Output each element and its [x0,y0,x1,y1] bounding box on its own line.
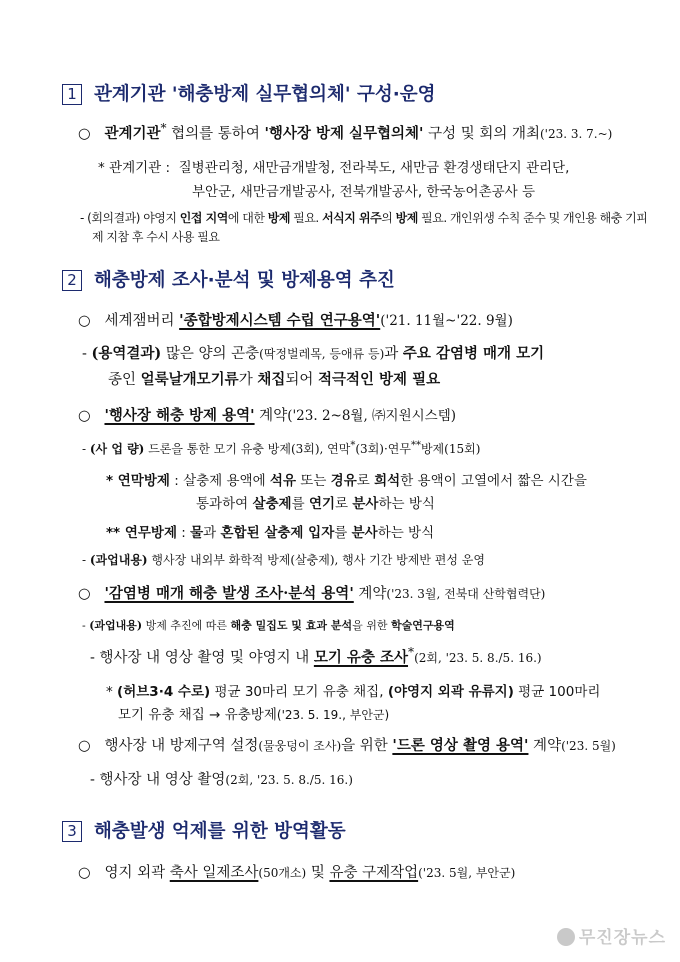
text: 관계기관 [104,124,161,142]
text: 해충 밀집도 및 효과 분석 [230,619,353,632]
text: 통과하여 [196,496,253,512]
text: 분사 [351,525,378,541]
text: - [82,442,90,456]
text: '행사장 방제 실무협의체' [264,124,424,142]
text: 채집 [257,371,286,388]
date: ('23. 5월) [561,739,616,753]
text: 및 [306,865,330,881]
text: - 행사장 내 영상 촬영 및 야영지 내 [90,649,314,666]
text: 경유 [330,473,357,489]
text: 영지 외곽 [104,865,170,881]
date: ('23. 3월, 전북대 산학협력단) [386,587,546,601]
text: 연기 [308,496,336,512]
section-2-title [62,266,395,292]
footnote-mark: * [160,121,167,135]
text: 하는 방식 [377,525,435,541]
text: 을 위한 [341,738,393,754]
text: - [82,619,90,632]
note-label: * [106,684,118,700]
text: (과업내용) [89,619,143,632]
text: 방제 [267,211,290,225]
text: (50개소) [258,866,307,880]
s2-result-6 [90,768,353,789]
note-label: * 연막방제 [106,473,170,489]
text: 모기 유충 채집 → 유충방제 [118,707,277,723]
text: 하는 방식 [378,496,435,512]
text: 필요. 개인위생 수칙 준수 및 개인용 해충 기피 [417,211,648,225]
text: 에 대한 [227,211,268,225]
date: (2회, '23. 5. 8./5. 16.) [225,773,353,787]
text: 방제 추진에 따른 [142,619,231,632]
text: 희석 [374,473,401,489]
text: (사 업 량) [89,442,145,456]
note-label: ** 연무방제 [106,525,177,541]
s2-result-1-line-2 [108,368,440,389]
text: : [176,525,191,541]
text: 석유 [269,473,296,489]
bullet-circle: ○ [78,408,91,424]
text: 되어 [285,372,318,388]
text: 평균 100마리 [513,684,601,700]
text: 세계잼버리 [104,313,180,329]
text: 필요. [289,211,323,225]
text: '행사장 해충 방제 용역' [104,407,255,424]
s2-bullet-1 [78,309,513,330]
s2-result-1-line-1 [82,342,544,363]
text: 혼합된 살충제 입자 [220,525,335,541]
s2-bullet-3 [78,582,545,603]
text: 방제 [395,211,418,225]
text: (3회)·연무 [355,442,411,456]
text: (물웅덩이 조사) [258,739,342,753]
s2-result-4 [82,617,455,633]
bullet-circle: ○ [78,738,91,754]
text: 종인 [108,372,141,388]
text: 행사장 내 방제구역 설정 [104,738,259,754]
text: 로 [356,473,375,489]
s2-result-5 [90,645,542,667]
s3-bullet-1 [78,861,515,882]
text: : 살충제 용액에 [169,473,270,489]
text: 축사 일제조사 [169,865,259,881]
section-3-number: 3 [62,821,82,842]
s1-result-line-2: 제 지참 후 수시 사용 필요 [92,230,220,244]
text: (용역결과) [91,345,162,362]
text: (야영지 외곽 유류지) [387,684,514,700]
text: - 행사장 내 영상 촬영 [90,772,226,788]
text: 한 용액이 고열에서 짧은 시간을 [400,473,587,489]
text: 을 위한 [352,619,391,632]
text: (허브3·4 수로) [117,684,211,700]
s2-bullet-2 [78,404,456,425]
text: 모기 유충 조사 [313,648,409,666]
text: 얼룩날개모기류 [140,371,239,388]
section-1-title-text: 관계기관 '해충방제 실무협의체' 구성·운영 [94,84,436,105]
text: 로 [335,496,353,512]
text: 적극적인 방제 필요 [317,371,441,388]
text: 를 [334,525,352,541]
text: - [82,553,90,567]
s1-note-line-2: 부안군, 새만금개발공사, 전북개발공사, 한국농어촌공사 등 [192,184,536,200]
date: ('23. 3. 7.~) [539,126,613,141]
text: 분사 [352,496,379,512]
text: 주요 감염병 매개 모기 [402,345,545,362]
text: 계약 [353,586,387,602]
text: 를 [291,496,309,512]
text: '감염병 매개 해충 발생 조사·분석 용역' [104,585,354,602]
text: 가 [238,372,258,388]
note-text: 질병관리청, 새만금개발청, 전라북도, 새만금 환경생태단지 관리단, [178,160,570,176]
text: 많은 양의 곤충 [161,346,260,362]
text: 방제(15회) [420,442,481,456]
s1-result-line-1 [80,209,647,226]
text: 서식지 위주 [322,211,382,225]
footnote-mark: * [350,440,356,451]
text: 살충제 [252,496,292,512]
section-2-number: 2 [62,270,82,291]
bullet-circle: ○ [78,125,91,142]
s2-bullet-4 [78,734,616,755]
watermark [557,923,666,948]
s2-note-2 [106,521,434,541]
s2-result-2 [82,440,480,457]
date: ('23. 2~8월, ㈜지원시스템) [287,408,457,424]
text: 과 [203,525,221,541]
s2-note-1-line-2 [196,492,435,512]
text: 인접 지역 [179,211,228,225]
text: 계약 [254,408,288,424]
text: (딱정벌레목, 등애류 등) [259,347,385,361]
bullet-circle: ○ [78,586,91,602]
text: (과업내용) [89,553,148,567]
section-1-title [62,80,436,106]
text: 행사장 내외부 화학적 방제(살충제), 행사 기간 방제반 편성 운영 [147,553,485,567]
text: 학술연구용역 [390,619,455,632]
section-3-title [62,817,346,843]
footnote-mark: ** [410,440,421,451]
text: 과 [384,346,403,362]
s1-note-line-1 [98,156,569,176]
text: - [82,346,92,362]
footnote-mark: * [408,645,415,659]
text: '드론 영상 촬영 용역' [392,737,529,754]
mountain-logo-icon [557,928,575,946]
section-3-title-text: 해충발생 억제를 위한 방역활동 [94,821,346,842]
text: 계약 [528,738,562,754]
date: ('21. 11월~'22. 9월) [380,313,513,329]
text: 의 [381,211,396,225]
text: 구성 및 회의 개최 [423,125,540,142]
s2-note-3-line-1 [106,680,600,700]
text: 또는 [296,473,331,489]
text: 유충 구제작업 [329,865,419,881]
note-label: * 관계기관 : [98,160,171,176]
s2-note-1-line-1 [106,469,587,489]
s2-result-3 [82,551,485,568]
date: ('23. 5월, 부안군) [418,866,516,880]
text: 협의를 통하여 [166,125,265,142]
text: 드론을 통한 모기 유충 방제(3회), 연막 [144,442,351,456]
s2-note-3-line-2 [118,703,389,723]
bullet-circle: ○ [78,313,91,329]
date: ('23. 5. 19., 부안군) [276,708,390,722]
text: 물 [190,525,204,541]
text: - (회의결과) 야영지 [80,211,180,225]
date: (2회, '23. 5. 8./5. 16.) [414,650,542,665]
section-2-title-text: 해충방제 조사·분석 및 방제용역 추진 [94,270,395,291]
text: '종합방제시스템 수립 연구용역' [179,312,381,329]
watermark-text: 무진장뉴스 [578,928,666,948]
bullet-circle: ○ [78,865,91,881]
s1-bullet-1 [78,121,612,143]
section-1-number: 1 [62,84,82,105]
text: 평균 30마리 모기 유충 채집, [210,684,388,700]
